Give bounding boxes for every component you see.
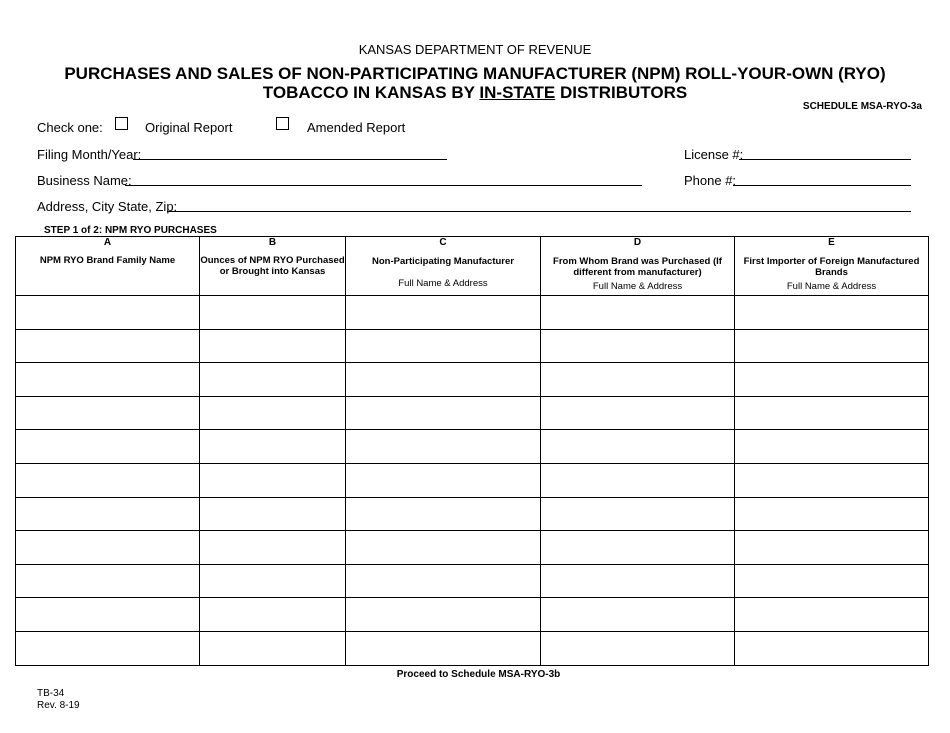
table-cell-e[interactable] [735,396,929,430]
phone-field[interactable] [733,185,911,186]
table-cell-a[interactable] [16,463,200,497]
filing-month-label: Filing Month/Year: [37,147,142,162]
table-cell-d[interactable] [541,396,735,430]
table-cell-e[interactable] [735,463,929,497]
table-cell-b[interactable] [200,396,346,430]
form-id: TB-34 [37,688,65,699]
table-row [16,531,929,565]
table-row [16,430,929,464]
table-cell-b[interactable] [200,329,346,363]
table-cell-b[interactable] [200,363,346,397]
original-report-label: Original Report [145,120,233,135]
table-cell-a[interactable] [16,430,200,464]
table-cell-e[interactable] [735,631,929,665]
table-cell-a[interactable] [16,497,200,531]
column-d-header: D From Whom Brand was Purchased (If different from manufacturer) Full Name & Address [541,237,735,296]
in-state-underlined: IN-STATE [479,83,556,102]
table-cell-e[interactable] [735,564,929,598]
license-label: License #: [684,147,744,162]
table-cell-c[interactable] [346,564,541,598]
original-report-checkbox[interactable] [115,117,128,130]
table-row [16,631,929,665]
amended-report-checkbox[interactable] [276,117,289,130]
table-cell-c[interactable] [346,598,541,632]
table-cell-b[interactable] [200,430,346,464]
title-line-1: PURCHASES AND SALES OF NON-PARTICIPATING MANUFACTURER (NPM) ROLL-YOUR-OWN (RYO) [64,64,886,83]
table-cell-d[interactable] [541,631,735,665]
table-cell-e[interactable] [735,598,929,632]
table-cell-e[interactable] [735,531,929,565]
form-number [37,688,80,712]
step-title: STEP 1 of 2: NPM RYO PURCHASES [44,225,217,236]
table-cell-a[interactable] [16,329,200,363]
address-field[interactable] [167,211,911,212]
table-cell-d[interactable] [541,430,735,464]
table-cell-d[interactable] [541,598,735,632]
table-cell-b[interactable] [200,296,346,330]
column-c-header: C Non-Participating Manufacturer Full Name & Address [346,237,541,296]
table-cell-a[interactable] [16,598,200,632]
table-cell-e[interactable] [735,363,929,397]
column-a-header: A NPM RYO Brand Family Name [16,237,200,296]
schedule-label: SCHEDULE MSA-RYO-3a [802,101,922,112]
table-cell-b[interactable] [200,598,346,632]
check-one-label: Check one: [37,120,103,135]
table-row [16,396,929,430]
table-cell-a[interactable] [16,363,200,397]
table-cell-a[interactable] [16,396,200,430]
table-cell-d[interactable] [541,463,735,497]
table-cell-d[interactable] [541,296,735,330]
purchases-table [15,236,929,666]
table-cell-a[interactable] [16,631,200,665]
table-cell-c[interactable] [346,463,541,497]
table-cell-c[interactable] [346,296,541,330]
table-row [16,598,929,632]
table-cell-c[interactable] [346,396,541,430]
form-title [0,64,950,102]
agency-name: KANSAS DEPARTMENT OF REVENUE [358,42,592,57]
table-cell-c[interactable] [346,497,541,531]
table-cell-d[interactable] [541,329,735,363]
table-cell-a[interactable] [16,564,200,598]
table-cell-e[interactable] [735,497,929,531]
table-cell-e[interactable] [735,296,929,330]
table-row [16,363,929,397]
table-cell-a[interactable] [16,531,200,565]
table-row [16,564,929,598]
column-b-header: B Ounces of NPM RYO Purchased or Brought into Kansas [200,237,346,296]
table-cell-a[interactable] [16,296,200,330]
filing-month-field[interactable] [133,159,447,160]
table-cell-b[interactable] [200,631,346,665]
table-cell-b[interactable] [200,531,346,565]
business-name-label: Business Name: [37,173,132,188]
title-line-2: TOBACCO IN KANSAS BY IN-STATE DISTRIBUTORS [262,83,688,102]
column-e-header: E First Importer of Foreign Manufactured Brands Full Name & Address [735,237,929,296]
license-field[interactable] [739,159,911,160]
form-revision: Rev. 8-19 [37,700,80,711]
table-cell-c[interactable] [346,631,541,665]
table-cell-b[interactable] [200,497,346,531]
table-cell-e[interactable] [735,329,929,363]
table-cell-e[interactable] [735,430,929,464]
table-cell-c[interactable] [346,531,541,565]
address-label: Address, City State, Zip: [37,199,178,214]
table-cell-d[interactable] [541,497,735,531]
proceed-note: Proceed to Schedule MSA-RYO-3b [396,669,561,680]
table-row [16,463,929,497]
table-cell-b[interactable] [200,564,346,598]
table-row [16,296,929,330]
table-row [16,497,929,531]
table-cell-b[interactable] [200,463,346,497]
amended-report-label: Amended Report [307,120,406,135]
table-row [16,329,929,363]
business-name-field[interactable] [125,185,642,186]
table-cell-c[interactable] [346,430,541,464]
phone-label: Phone #: [684,173,737,188]
table-cell-c[interactable] [346,329,541,363]
table-cell-c[interactable] [346,363,541,397]
table-cell-d[interactable] [541,363,735,397]
table-cell-d[interactable] [541,531,735,565]
table-cell-d[interactable] [541,564,735,598]
